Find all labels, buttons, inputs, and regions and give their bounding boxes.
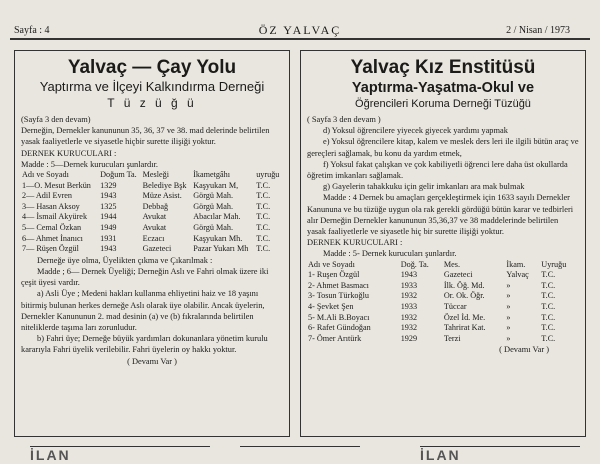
- cell: Or. Ok. Öğr.: [443, 291, 485, 301]
- cell: T.C.: [256, 201, 271, 211]
- cell: Debbağ: [142, 201, 169, 211]
- paragraph: b) Fahri üye; Derneğe büyük yardımları dokunanlara yönetim kurulu kararıyla Fahri üyelik verilebilir. Fahri üyelerin oy hakkı yoktur.: [21, 334, 268, 355]
- paragraph: (Sayfa 3 den devam): [21, 115, 91, 124]
- article-left-title: Yalvaç — Çay Yolu: [67, 57, 237, 78]
- cell: 6— Ahmet İnanıcı: [22, 233, 83, 243]
- cell: 1933: [400, 302, 418, 312]
- table-header: İkametgâhı: [193, 170, 231, 180]
- cell: 1932: [400, 312, 418, 322]
- page-number: Sayfa : 4: [14, 25, 50, 36]
- article-left-subtitle: Yaptırma ve İlçeyi Kalkındırma Derneği: [39, 79, 265, 94]
- cell: 1933: [400, 280, 418, 290]
- cell: Müze Asist.: [142, 191, 182, 201]
- table-header: Adı ve Soyadı: [308, 259, 355, 269]
- paragraph: e) Yoksul öğrencilere kitap, kalem ve meslek ders leri ile ilgili bütün araç ve gereçleri sağlamak, bu konu da yardım etmek,: [307, 137, 579, 158]
- cell: Görgü Mah.: [193, 201, 234, 211]
- table-row: [21, 244, 283, 255]
- table-header: Doğ. Ta.: [400, 259, 429, 269]
- cell: 1943: [400, 270, 418, 280]
- cell: 2- Ahmet Basmacı: [308, 280, 369, 290]
- cell: Kaşyukarı M,: [193, 180, 239, 190]
- cell: 1943: [100, 244, 117, 254]
- article-left-subtitle2: T ü z ü ğ ü: [107, 96, 197, 110]
- cell: 1949: [100, 222, 117, 232]
- cell: 1329: [100, 180, 117, 190]
- table-header-row: [307, 260, 579, 271]
- cell: 7— Rüşen Özgül: [22, 244, 79, 254]
- cell: Görgü Mah.: [193, 222, 234, 232]
- table-row: [21, 234, 283, 245]
- paragraph: Madde : 5- Dernek kurucuları şunlardır.: [323, 249, 457, 259]
- cell: 1932: [400, 323, 418, 333]
- cell: T.C.: [256, 191, 271, 201]
- cell: »: [506, 280, 511, 290]
- cell: 1944: [100, 212, 117, 222]
- paragraph: Madde : 4 Dernek bu amaçları gerçekleştirmek için 1633 sayılı Dernekler Kanununa ve bu tüzüğe uygun ola rak gerekli gördüğü bütün karar ve tedbirleri alır Derneğin Dernekler kanununun 35,36,37 ve 38 maddelerinde belirtilen yasak faaliyetlerle ve siyasetle hiç bir surette ilişiği yoktur.: [307, 193, 574, 237]
- continued-note: ( Devamı Var ): [499, 345, 549, 355]
- cell: Eczacı: [142, 233, 165, 243]
- table-header: Adı ve Soyadı: [22, 170, 69, 180]
- ad-box-middle: [240, 446, 360, 464]
- cell: »: [506, 312, 511, 322]
- cell: Özel İd. Me.: [443, 312, 486, 322]
- cell: 1943: [100, 191, 117, 201]
- table-row: [307, 281, 579, 292]
- table-row: [21, 181, 283, 192]
- cell: T.C.: [256, 212, 271, 222]
- cell: 5- M.Ali B.Boyacı: [308, 312, 370, 322]
- cell: Gazeteci: [443, 270, 473, 280]
- table-row: [307, 302, 579, 313]
- cell: 3- Tosun Türkoğlu: [308, 291, 369, 301]
- cell: 1931: [100, 233, 117, 243]
- table-row: [307, 270, 579, 281]
- cell: T.C.: [541, 333, 556, 343]
- cell: 2— Adil Evren: [22, 191, 73, 201]
- article-left: [14, 50, 290, 437]
- cell: Terzi: [443, 333, 461, 343]
- table-row: [307, 334, 579, 345]
- cell: 3— Hasan Aksoy: [22, 201, 80, 211]
- cell: İlk. Öğ. Md.: [443, 280, 485, 290]
- cell: Tüccar: [443, 302, 467, 312]
- issue-date: 2 / Nisan / 1973: [506, 25, 570, 36]
- continued-note: ( Devamı Var ): [127, 356, 177, 366]
- cell: 4- Şevket Şen: [308, 302, 354, 312]
- paragraph: a) Asli Üye ; Medeni hakları kullanma ehliyetini haiz ve 18 yaşını bitirmiş bulunan herkes derneğe Aslı olarak üye olabilir. Ancak üyelerin, Dernekler Kanununun 2. mad desinin (a) ve (b) fıkralarında belirtilen niteliklerde taşıma ları zorunludur.: [21, 289, 265, 332]
- cell: 1932: [400, 291, 418, 301]
- cell: »: [506, 291, 511, 301]
- cell: »: [506, 333, 511, 343]
- cell: 7- Ömer Arıtürk: [308, 333, 362, 343]
- cell: 6- Rafet Gündoğan: [308, 323, 371, 333]
- table-row: [307, 291, 579, 302]
- section-heading: DERNEK KURUCULARI :: [21, 148, 117, 158]
- article-right-subtitle2: Öğrencileri Koruma Derneği Tüzüğü: [355, 98, 531, 110]
- table-header: Mes.: [443, 259, 460, 269]
- newspaper-title: ÖZ YALVAÇ: [258, 23, 342, 37]
- table-row: [307, 323, 579, 334]
- cell: Belediye Bşk: [142, 180, 187, 190]
- cell: »: [506, 302, 511, 312]
- paragraph: Madde ; 6— Dernek Üyeliği; Derneğin Aslı ve Fahri olmak üzere iki çeşit üyesi vardır.: [21, 266, 269, 288]
- cell: T.C.: [256, 233, 271, 243]
- table-header-row: [21, 170, 283, 181]
- table-row: [21, 191, 283, 202]
- table-row: [307, 313, 579, 324]
- cell: Avukat: [142, 222, 167, 232]
- cell: Görgü Mah.: [193, 191, 234, 201]
- cell: 1- Ruşen Özgül: [308, 270, 360, 280]
- cell: T.C.: [541, 291, 556, 301]
- cell: T.C.: [541, 312, 556, 322]
- table-header: Mesleği: [142, 170, 170, 180]
- paragraph: g) Gayelerin tahakkuku için gelir imkanları ara mak bulmak: [323, 182, 525, 192]
- masthead-rule: [10, 38, 590, 40]
- cell: T.C.: [541, 270, 556, 280]
- ad-label-right: İLAN: [420, 446, 580, 464]
- founders-table: [307, 260, 579, 345]
- cell: 1—O. Mesut Berkün: [22, 180, 91, 190]
- cell: T.C.: [256, 180, 271, 190]
- table-header: Doğum Ta.: [100, 170, 137, 180]
- cell: 4— İsmail Akyürek: [22, 212, 88, 222]
- table-header: İkam.: [506, 259, 526, 269]
- article-right: [300, 50, 586, 437]
- table-header: uyruğu: [256, 170, 280, 180]
- table-row: [21, 223, 283, 234]
- cell: 1325: [100, 201, 117, 211]
- paragraph: d) Yoksul öğrencilere yiyecek giyecek yardımı yapmak: [323, 126, 508, 136]
- paragraph: Madde : 5—Dernek kurucuları şunlardır.: [21, 159, 158, 169]
- article-right-title: Yalvaç Kız Enstitüsü: [350, 57, 536, 78]
- ad-label-left: İLAN: [30, 446, 210, 464]
- cell: T.C.: [541, 280, 556, 290]
- section-heading: DERNEK KURUCULARI :: [307, 238, 403, 248]
- cell: Tahrirat Kat.: [443, 323, 486, 333]
- cell: 1929: [400, 333, 418, 343]
- cell: Abacılar Mah.: [193, 212, 241, 222]
- table-header: Uyruğu: [541, 259, 567, 269]
- paragraph: Derneğe üye olma, Üyelikten çıkma ve Çıkarılmak :: [37, 255, 213, 265]
- article-right-subtitle: Yaptırma-Yaşatma-Okul ve: [351, 80, 535, 96]
- cell: T.C.: [541, 302, 556, 312]
- cell: Kaşyukarı Mh.: [193, 233, 243, 243]
- cell: Avukat: [142, 212, 167, 222]
- cell: Yalvaç: [506, 270, 529, 280]
- table-row: [21, 202, 283, 213]
- cell: Gazeteci: [142, 244, 172, 254]
- cell: 5— Cemal Özkan: [22, 222, 82, 232]
- cell: T.C.: [541, 323, 556, 333]
- cell: »: [506, 323, 511, 333]
- cell: T.C.: [256, 244, 271, 254]
- paragraph: f) Yoksul fakat çalışkan ve çok kabiliyetli öğrenci lere daha üst okullarda öğretim imkanları sağlamak.: [307, 159, 568, 181]
- paragraph: ( Sayfa 3 den devam ): [307, 115, 381, 124]
- cell: Pazar Yukarı Mh: [193, 244, 249, 254]
- table-row: [21, 212, 283, 223]
- cell: T.C.: [256, 222, 271, 232]
- paragraph: Derneğin, Dernekler kanununun 35, 36, 37 ve 38. mad delerinde belirtilen yasak faaliyetlerle ve siyasetle hiçbir surette ilişiği yoktur.: [21, 126, 270, 147]
- founders-table: [21, 170, 283, 255]
